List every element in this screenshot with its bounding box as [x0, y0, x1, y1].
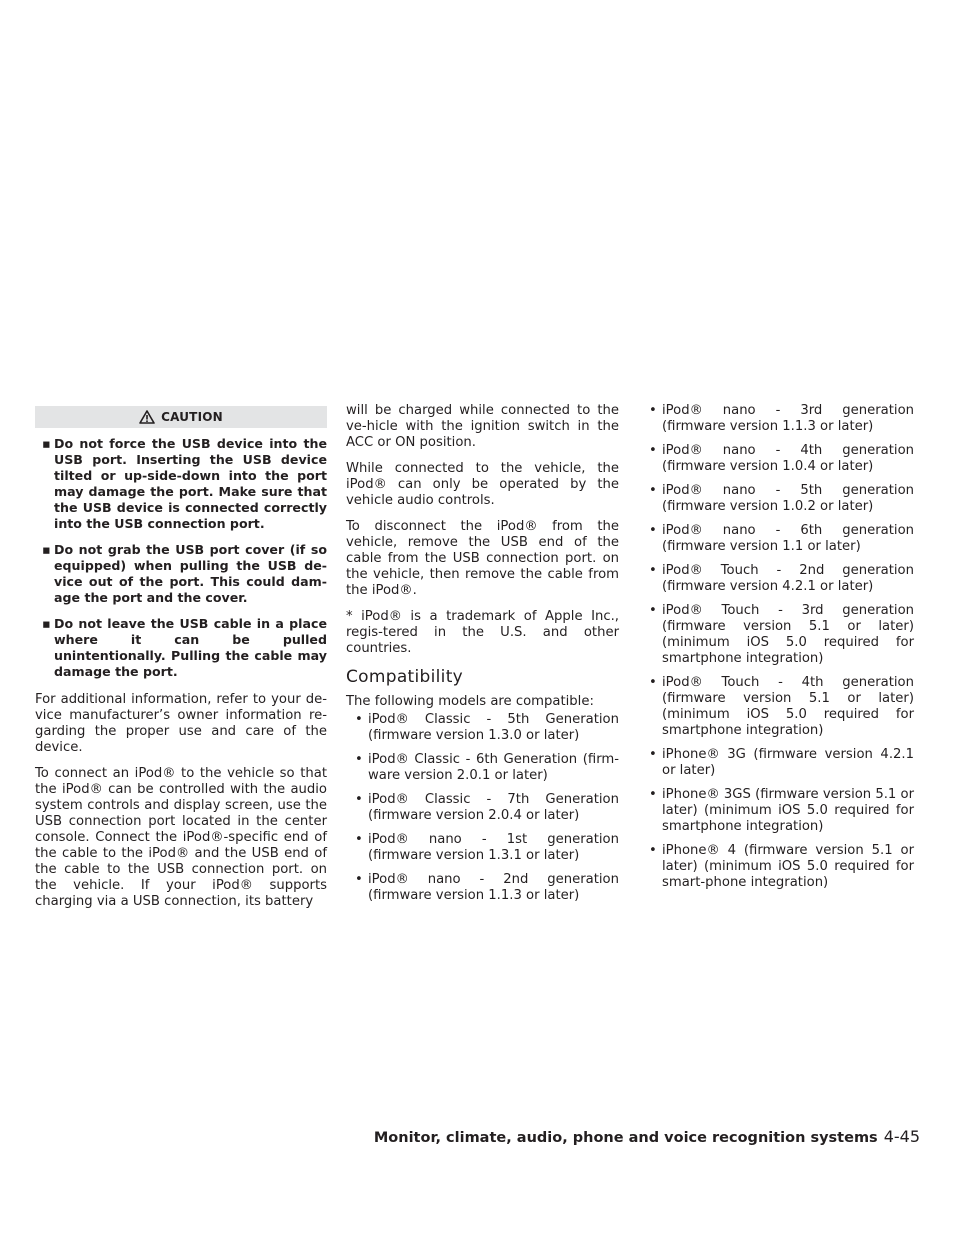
section-heading: Compatibility: [346, 667, 464, 687]
list-item: • iPod® nano - 3rd generation (firmware version 1.1.3 or later): [649, 403, 914, 434]
caution-header: [35, 406, 327, 428]
bullet: ▪: [42, 436, 51, 451]
warning-triangle-icon: [139, 410, 155, 424]
list-item: • iPod® Touch - 4th generation (firmware version 5.1 or later) (minimum iOS 5.0 required for smartphone integration): [649, 675, 914, 738]
list-item: • iPod® Touch - 3rd generation (firmware version 5.1 or later) (minimum iOS 5.0 required for smartphone integration): [649, 603, 914, 666]
list-item: • iPod® nano - 2nd generation (firmware version 1.1.3 or later): [355, 872, 619, 903]
list-item: • iPod® nano - 6th generation (firmware version 1.1 or later): [649, 523, 914, 554]
right-column: [640, 403, 914, 899]
caution-title: CAUTION: [161, 410, 223, 424]
list-item: • iPhone® 3GS (firmware version 5.1 or later) (minimum iOS 5.0 required for smartphone integration): [649, 787, 915, 834]
compat-list-part1: [346, 712, 619, 904]
paragraph: While connected to the vehicle, the iPod® can only be operated by the vehicle audio controls.: [346, 461, 619, 508]
list-item: • iPod® Classic - 6th Generation (firm-ware version 2.0.1 or later): [355, 752, 619, 783]
list-item: • iPod® nano - 5th generation (firmware version 1.0.2 or later): [649, 483, 914, 514]
footer-section-title: Monitor, climate, audio, phone and voice recognition systems: [373, 1130, 878, 1146]
compat-list-part2: [640, 403, 914, 891]
caution-box: [35, 406, 327, 680]
list-item: • iPod® nano - 1st generation (firmware version 1.3.1 or later): [355, 832, 619, 863]
left-column: [35, 406, 327, 920]
list-item: • iPod® Classic - 5th Generation (firmware version 1.3.0 or later): [355, 712, 619, 743]
paragraph: * iPod® is a trademark of Apple Inc., regis-tered in the U.S. and other countries.: [346, 609, 619, 656]
list-item: • iPod® Touch - 2nd generation (firmware version 4.2.1 or later): [649, 563, 914, 594]
bullet: ▪: [42, 542, 51, 557]
bullet: ▪: [42, 616, 51, 631]
paragraph: For additional information, refer to your de-vice manufacturer’s owner information re-garding the proper use and care of the device.: [35, 692, 327, 755]
page-number: 4-45: [883, 1127, 920, 1146]
page-footer: [374, 1129, 920, 1146]
caution-item: ▪ Do not grab the USB port cover (if so equipped) when pulling the USB de-vice out of the port. This could dam-age the port and the cover.: [42, 542, 327, 605]
caution-item: ▪ Do not force the USB device into the USB port. Inserting the USB device tilted or up-side-down into the port may damage the port. Make sure that the USB device is connected correctly into the USB connection port.: [42, 436, 327, 531]
list-item: • iPhone® 4 (firmware version 5.1 or later) (minimum iOS 5.0 required for smart-phone integration): [649, 843, 914, 890]
compat-intro: The following models are compatible:: [346, 694, 594, 709]
list-item: • iPod® Classic - 7th Generation (firmware version 2.0.4 or later): [355, 792, 619, 823]
caution-item: ▪ Do not leave the USB cable in a place where it can be pulled unintentionally. Pulling the cable may damage the port.: [42, 616, 327, 679]
list-item: • iPhone® 3G (firmware version 4.2.1 or later): [649, 747, 914, 778]
middle-column: [346, 403, 619, 912]
caution-list: [35, 428, 327, 680]
list-item: • iPod® nano - 4th generation (firmware version 1.0.4 or later): [649, 443, 914, 474]
paragraph: To disconnect the iPod® from the vehicle, remove the USB end of the cable from the USB connection port. on the vehicle, then remove the cable from the iPod®.: [346, 519, 619, 598]
paragraph: will be charged while connected to the ve-hicle with the ignition switch in the ACC or ON position.: [346, 403, 619, 450]
paragraph: To connect an iPod® to the vehicle so that the iPod® can be controlled with the audio system controls and display screen, use the USB connection port located in the center console. Connect the iPod®-specific end of the cable to the iPod® and the USB end of the cable to the USB connection port. on the vehicle. If your iPod® supports charging via a USB connection, its battery: [35, 766, 327, 909]
